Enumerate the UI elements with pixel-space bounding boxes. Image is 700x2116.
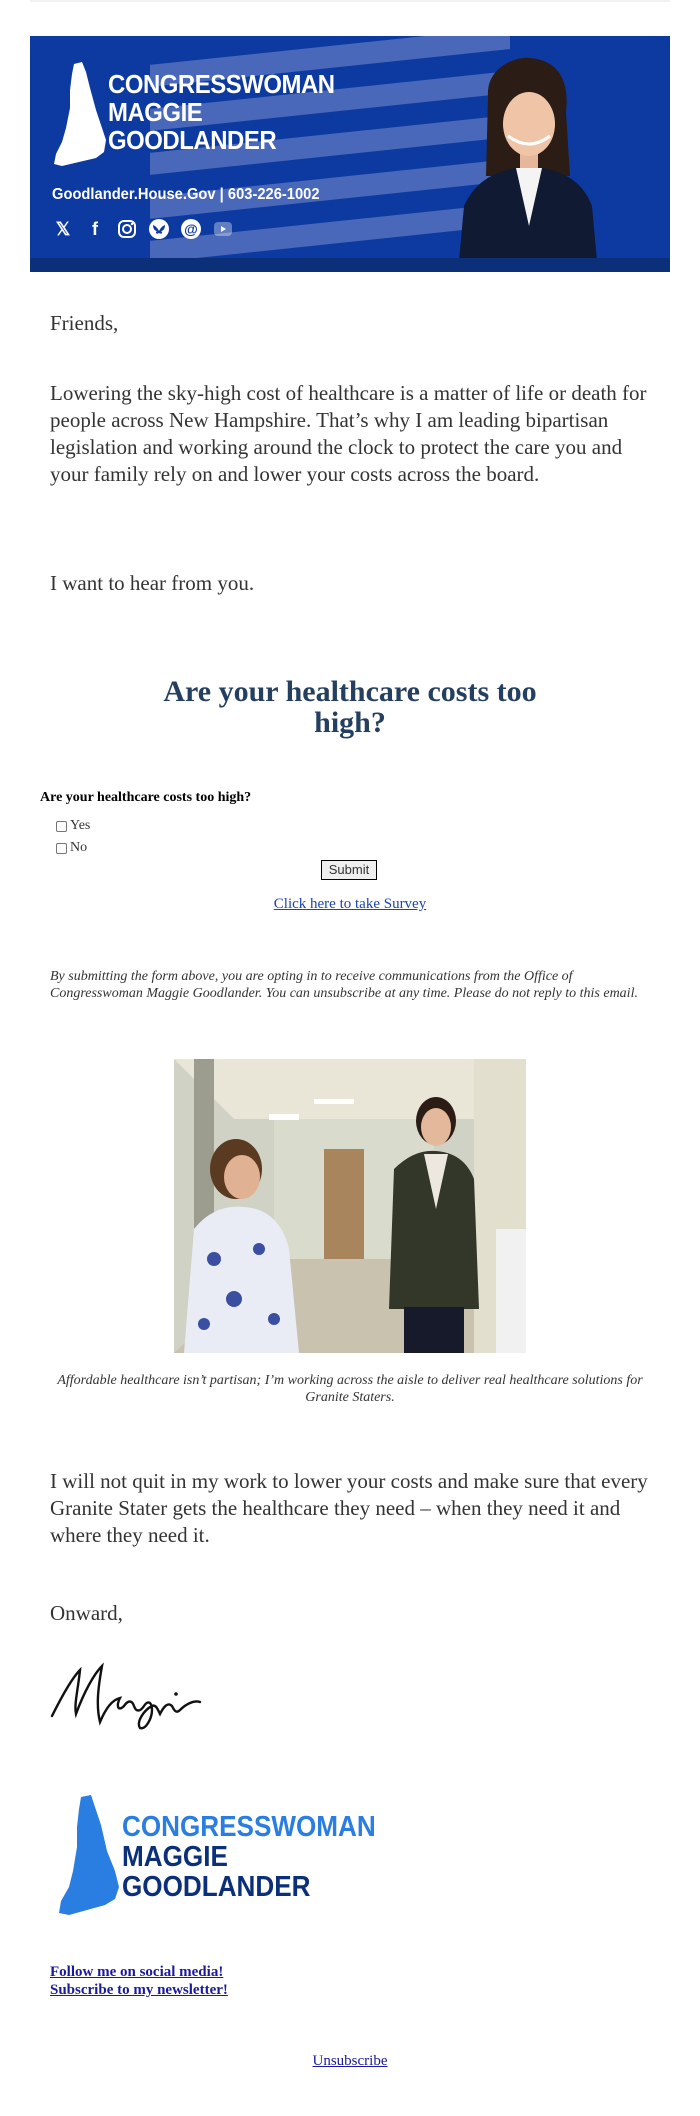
photo-caption: Affordable healthcare isn’t partisan; I’m working across the aisle to deliver real healthcare solutions for Granite Staters. xyxy=(57,1373,643,1405)
bluesky-icon[interactable] xyxy=(148,218,170,240)
instagram-icon[interactable] xyxy=(116,218,138,240)
banner-title-line: MAGGIE xyxy=(108,97,203,127)
option-yes[interactable] xyxy=(56,818,90,834)
youtube-icon[interactable] xyxy=(212,218,234,240)
logo-line: GOODLANDER xyxy=(122,1871,311,1903)
social-icons xyxy=(52,218,234,240)
footer-logo xyxy=(122,1812,404,1902)
opt-in-disclaimer: By submitting the form above, you are opting in to receive communications from the Office of Congresswoman Maggie Goodlander. You can unsubscribe at any time. Please do not reply to this email. xyxy=(50,969,638,1001)
option-no[interactable] xyxy=(56,840,87,856)
banner-title xyxy=(108,70,354,154)
subscribe-newsletter-link[interactable]: Subscribe to my newsletter! xyxy=(50,1982,228,1998)
logo-line: MAGGIE xyxy=(122,1841,228,1873)
signature xyxy=(48,1656,208,1734)
hospital-photo xyxy=(174,1059,526,1353)
new-hampshire-icon xyxy=(52,62,106,168)
header-banner xyxy=(30,36,670,272)
survey-form xyxy=(40,790,660,806)
banner-bottom-bar xyxy=(30,258,670,272)
threads-icon[interactable] xyxy=(180,218,202,240)
invitation-paragraph: I want to hear from you. xyxy=(50,571,255,595)
intro-paragraph: Lowering the sky-high cost of healthcare is a matter of life or death for people across New Hampshire. That’s why I am leading bipartisan legislation and working around the clock to protect the care you and your family rely on and lower your costs across the board. xyxy=(50,381,647,486)
footer-links xyxy=(50,1963,228,1999)
checkbox-no[interactable] xyxy=(56,843,67,854)
new-hampshire-logo-icon xyxy=(57,1795,119,1917)
banner-title-line: GOODLANDER xyxy=(108,125,277,155)
option-no-label: No xyxy=(70,840,88,855)
submit-button[interactable]: Submit xyxy=(321,860,377,880)
survey-heading: Are your healthcare costs too high? xyxy=(163,675,537,739)
take-survey-link[interactable]: Click here to take Survey xyxy=(273,896,427,912)
option-yes-label: Yes xyxy=(70,818,91,833)
facebook-icon[interactable]: f xyxy=(92,218,98,239)
top-divider xyxy=(30,0,670,2)
survey-question: Are your healthcare costs too high? xyxy=(40,790,252,805)
x-icon[interactable]: 𝕏 xyxy=(55,218,71,239)
banner-title-line: CONGRESSWOMAN xyxy=(108,69,335,99)
checkbox-yes[interactable] xyxy=(56,821,67,832)
closing-paragraph: I will not quit in my work to lower your costs and make sure that every Granite Stater gets the healthcare they need – when they need it and where they need it. xyxy=(50,1469,648,1547)
unsubscribe-link[interactable]: Unsubscribe xyxy=(312,2053,388,2069)
congresswoman-portrait xyxy=(458,56,598,272)
follow-social-link[interactable]: Follow me on social media! xyxy=(50,1964,224,1980)
greeting: Friends, xyxy=(50,311,119,335)
logo-line: CONGRESSWOMAN xyxy=(122,1811,376,1843)
signoff: Onward, xyxy=(50,1601,123,1625)
banner-contact[interactable]: Goodlander.House.Gov | 603-226-1002 xyxy=(52,186,320,203)
svg-text:@: @ xyxy=(184,221,198,237)
